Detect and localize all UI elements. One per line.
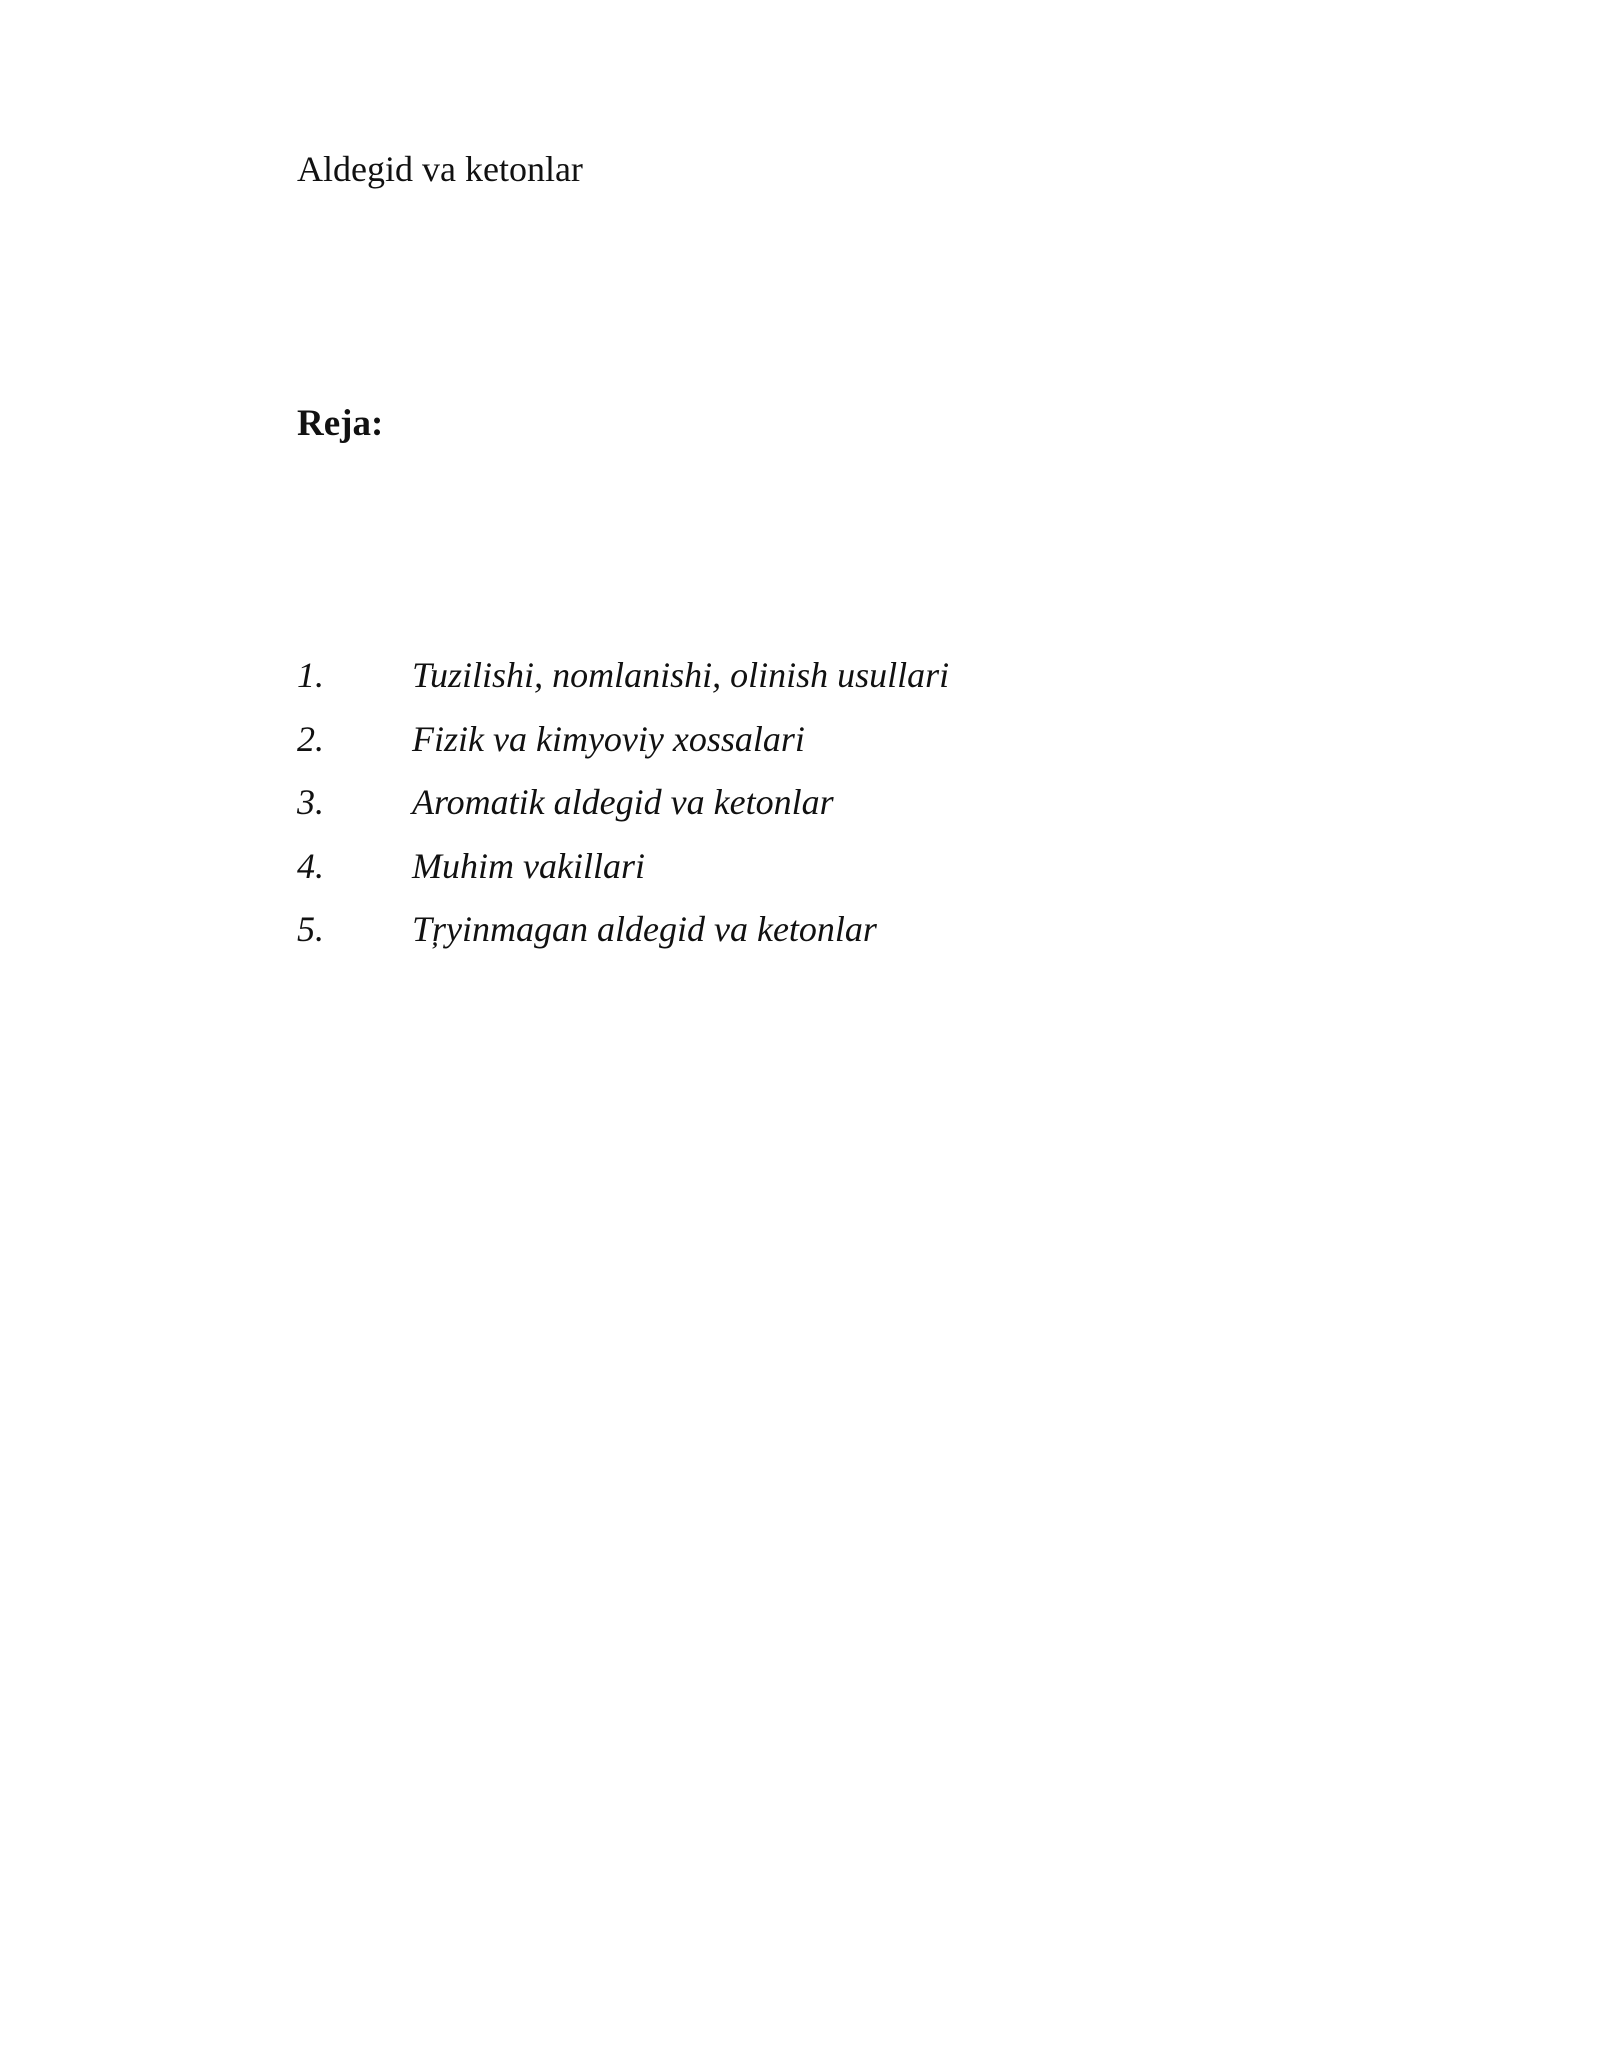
plan-item-5 xyxy=(297,905,949,969)
plan-heading: Reja: xyxy=(297,403,384,444)
plan-item-text: Tŗyinmagan aldegid va ketonlar xyxy=(412,909,877,949)
plan-item-number: 3. xyxy=(297,782,324,822)
plan-item-text: Aromatik aldegid va ketonlar xyxy=(412,782,834,822)
plan-item-number: 2. xyxy=(297,718,324,759)
plan-item-text: Fizik va kimyoviy xossalari xyxy=(412,718,805,759)
plan-item-number: 5. xyxy=(297,909,324,949)
plan-item-text: Tuzilishi, nomlanishi, olinish usullari xyxy=(412,655,950,695)
plan-item-1 xyxy=(297,651,949,715)
plan-item-3 xyxy=(297,778,949,842)
plan-item-number: 1. xyxy=(297,655,324,695)
plan-list xyxy=(297,651,949,969)
plan-item-text: Muhim vakillari xyxy=(412,845,645,886)
plan-item-2 xyxy=(297,715,949,779)
plan-item-4 xyxy=(297,842,949,906)
plan-item-number: 4. xyxy=(297,845,324,886)
document-title: Aldegid va ketonlar xyxy=(297,149,583,189)
